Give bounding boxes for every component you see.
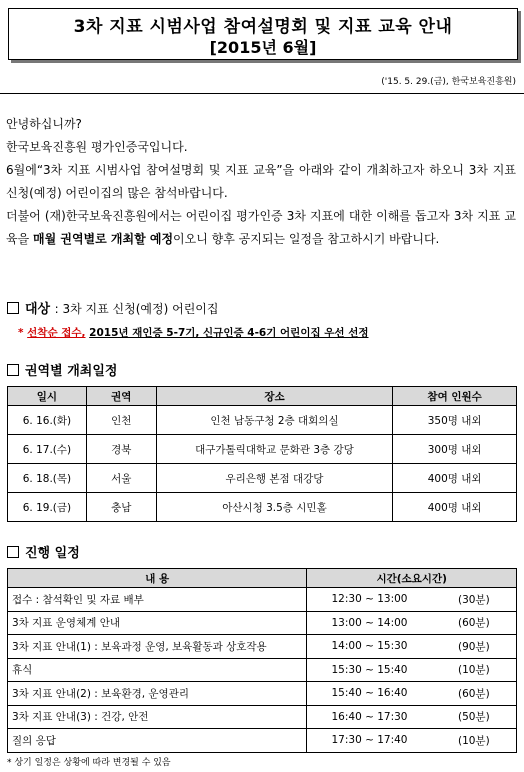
page-subtitle: [2015년 6월] [209,38,317,57]
table-cell: 우리은행 본점 대강당 [156,464,393,493]
table-cell: 6. 18.(목) [8,464,87,493]
priority-note: 2015년 재인증 5-7기, 신규인증 4-6기 어린이집 우선 선정 [89,327,369,339]
p2-text: 더불어 (재)한국보육진흥원에서는 어린이집 평가인증 3차 지표에 대한 이해를 돕고자 3차 지표 교육을 [6,209,516,246]
table-cell: 3차 지표 안내(3) : 건강, 안전 [8,705,307,729]
table-cell: 14:00 ~ 15:30 [307,635,432,659]
column-header: 일시 [8,387,87,406]
table-cell: 17:30 ~ 17:40 [307,729,432,753]
table-row [8,658,517,682]
table-cell: 인천 [86,406,156,435]
page-title: 3차 지표 시범사업 참여설명회 및 지표 교육 안내 [73,17,453,37]
table-row [8,588,517,612]
square-bullet-icon [7,546,19,558]
table-header-row [8,387,517,406]
schedule-footnote: * 상기 일정은 상황에 따라 변경될 수 있음 [7,758,171,768]
target-label: 대상 [25,302,51,317]
table-cell: (10분) [432,658,517,682]
table-row [8,435,517,464]
p2-text-end: 이오니 향후 공지되는 일정을 참고하시기 바랍니다. [173,232,440,246]
table-cell: 경북 [86,435,156,464]
table-header-row [8,569,517,588]
table-cell: (10분) [432,729,517,753]
table-cell: 15:40 ~ 16:40 [307,682,432,706]
table-cell: 12:30 ~ 13:00 [307,588,432,612]
square-bullet-icon [7,364,19,376]
table-cell: 13:00 ~ 14:00 [307,611,432,635]
table-cell: (30분) [432,588,517,612]
table-cell: (90분) [432,635,517,659]
table-row [8,611,517,635]
table-cell: 3차 지표 안내(1) : 보육과정 운영, 보육활동과 상호작용 [8,635,307,659]
regional-heading [7,360,117,379]
divider [0,93,524,94]
table-cell: 6. 16.(화) [8,406,87,435]
target-value: : 3차 지표 신청(예정) 어린이집 [54,302,219,316]
target-note: * 선착순 접수, 2015년 재인증 5-7기, 신규인증 4-6기 어린이집 우선 선정 [18,327,369,339]
table-cell: 3차 지표 운영체계 안내 [8,611,307,635]
table-cell: 대구가톨릭대학교 문화관 3층 강당 [156,435,393,464]
table-row [8,705,517,729]
schedule-table [7,568,517,753]
first-come-note: 선착순 접수, [27,327,86,339]
issue-date: ('15. 5. 29.(금), 한국보육진흥원) [381,77,516,87]
table-cell: 접수 : 참석확인 및 자료 배부 [8,588,307,612]
table-cell: (50분) [432,705,517,729]
schedule-heading-text: 진행 일정 [25,546,80,561]
table-cell: 충남 [86,493,156,522]
table-cell: 6. 17.(수) [8,435,87,464]
title-box [8,8,518,60]
table-cell: 350명 내외 [393,406,517,435]
table-cell: 400명 내외 [393,464,517,493]
p2-emphasis: 매월 권역별로 개최할 예정 [33,232,174,246]
target-section [7,298,218,317]
regional-heading-text: 권역별 개최일정 [25,364,118,379]
square-bullet-icon [7,302,19,314]
table-cell: 6. 19.(금) [8,493,87,522]
table-cell: 16:40 ~ 17:30 [307,705,432,729]
column-header: 시간(소요시간) [307,569,517,588]
column-header: 장소 [156,387,393,406]
column-header: 내 용 [8,569,307,588]
table-cell: 400명 내외 [393,493,517,522]
table-cell: 휴식 [8,658,307,682]
table-cell: 질의 응답 [8,729,307,753]
table-cell: 서울 [86,464,156,493]
table-cell: 15:30 ~ 15:40 [307,658,432,682]
column-header: 참여 인원수 [393,387,517,406]
table-cell: 300명 내외 [393,435,517,464]
column-header: 권역 [86,387,156,406]
table-cell: 인천 남동구청 2층 대회의실 [156,406,393,435]
intro-paragraph-2 [6,205,516,251]
table-cell: (60분) [432,682,517,706]
table-cell: 3차 지표 안내(2) : 보육환경, 운영관리 [8,682,307,706]
intro-paragraph-1: 6월에“3차 지표 시범사업 참여설명회 및 지표 교육”을 아래와 같이 개최하고자 하오니 3차 지표 신청(예정) 어린이집의 많은 참석바랍니다. [6,163,516,200]
regional-table [7,386,517,522]
org-intro: 한국보육진흥원 평가인증국입니다. [6,140,188,154]
greeting: 안녕하십니까? [6,117,82,131]
table-cell: (60분) [432,611,517,635]
schedule-heading [7,542,80,561]
table-row [8,493,517,522]
table-cell: 아산시청 3.5층 시민홀 [156,493,393,522]
table-row [8,635,517,659]
table-row [8,682,517,706]
table-row [8,464,517,493]
table-row [8,729,517,753]
table-row [8,406,517,435]
